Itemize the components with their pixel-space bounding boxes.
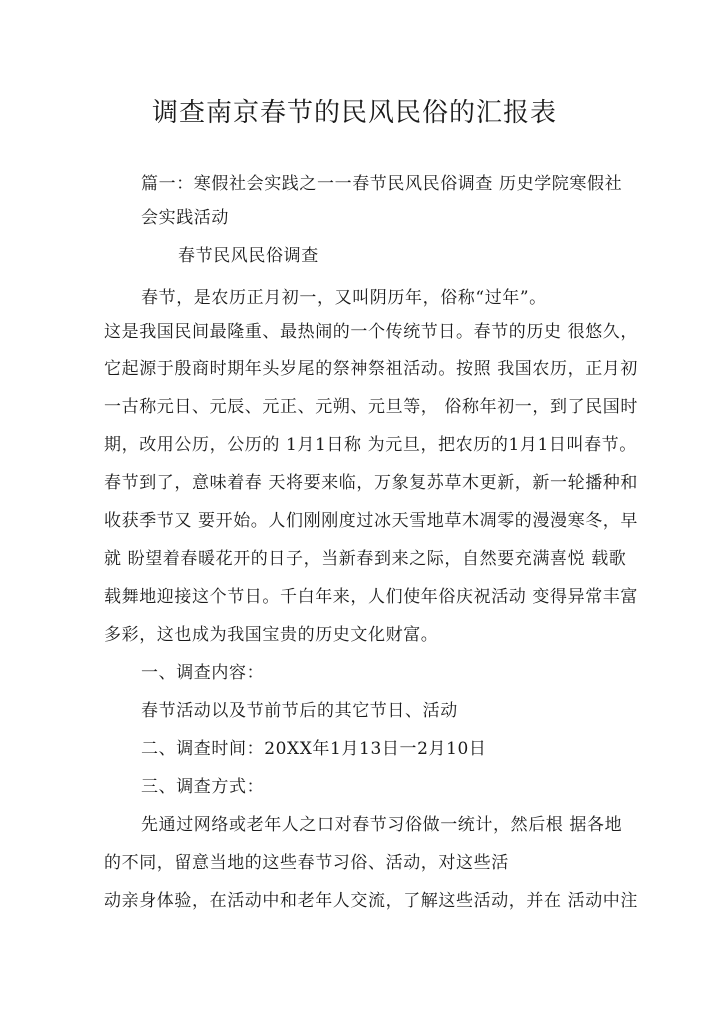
paragraph-line: 动亲身体验，在活动中和老年人交流，了解这些活动，并在 活动中注 (104, 891, 639, 911)
paragraph-line: 篇一：寒假社会实践之一一春节民风民俗调查 历史学院寒假社 (141, 174, 623, 194)
paragraph-line: 先通过网络或老年人之口对春节习俗做一统计，然后根 据各地 (141, 815, 623, 835)
document-title: 调查南京春节的民风民俗的汇报表 (152, 98, 558, 128)
paragraph-line: 它起源于殷商时期年头岁尾的祭神祭祖活动。按照 我国农历，正月初 (104, 359, 639, 379)
section-heading: 一、调查内容： (141, 663, 265, 683)
paragraph-line: 的不同，留意当地的这些春节习俗、活动，对这些活 (104, 853, 509, 873)
paragraph-line: 多彩，这也成为我国宝贵的历史文化财富。 (104, 625, 439, 645)
paragraph-line: 期，改用公历，公历的 1月1日称 为元旦，把农历的1月1日叫春节。 (104, 435, 637, 455)
paragraph-line: 春节到了，意味着春 天将要来临，万象复苏草木更新，新一轮播种和 (104, 473, 639, 493)
paragraph-line: 一古称元日、元辰、元正、元朔、元旦等， 俗称年初一，到了民国时 (104, 397, 639, 417)
paragraph-line: 春节活动以及节前节后的其它节日、活动 (141, 701, 458, 721)
section-heading: 二、调查时间：20XX年1月13日一2月10日 (141, 739, 487, 759)
paragraph-line: 春节，是农历正月初一，又叫阴历年，俗称“过年”。 (141, 288, 547, 308)
paragraph-line: 收获季节又 要开始。人们刚刚度过冰天雪地草木凋零的漫漫寒冬，早 (104, 511, 639, 531)
paragraph-line: 会实践活动 (141, 208, 229, 228)
paragraph-line: 就 盼望着春暖花开的日子，当新春到来之际，自然要充满喜悦 载歌 (104, 549, 627, 569)
section-heading: 春节民风民俗调查 (178, 246, 319, 266)
paragraph-line: 这是我国民间最隆重、最热闹的一个传统节日。春节的历史 很悠久， (104, 322, 639, 342)
paragraph-line: 载舞地迎接这个节日。千白年来，人们使年俗庆祝活动 变得异常丰富 (104, 587, 639, 607)
section-heading: 三、调查方式： (141, 777, 265, 797)
